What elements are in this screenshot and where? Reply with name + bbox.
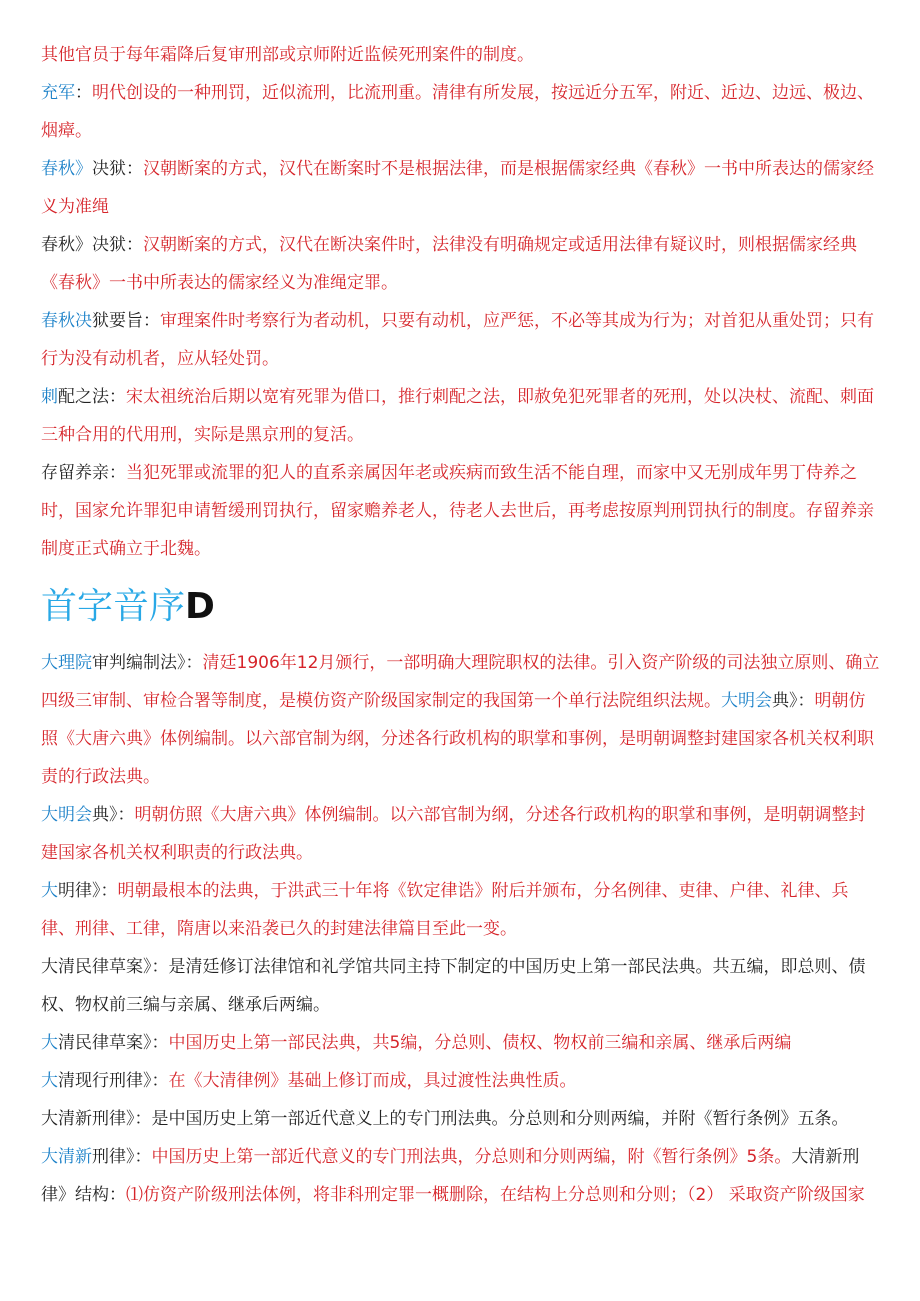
entry-text-segment: 审理案件时考察行为者动机，只要有动机，应严惩，不必等其成为行为；对首犯从重处罚；只有行为没有动机者，应从轻处罚。: [41, 311, 874, 369]
entry-text-segment: 审判编制法》：: [92, 653, 203, 673]
entry-text-segment: 明朝仿照《大唐六典》体例编制。以六部官制为纲，分述各行政机构的职掌和事例，是明朝调整封建国家各机关权利职责的行政法典。: [41, 691, 874, 787]
term-entry: [41, 1062, 881, 1100]
entry-text-segment: 大明会: [721, 691, 772, 711]
entry-text-segment: 春秋》决狱：: [41, 235, 143, 255]
document-page: [41, 36, 881, 1214]
term-entry: [41, 948, 881, 1024]
entry-text-segment: 大明会: [41, 805, 92, 825]
entry-text-segment: 配之法：: [58, 387, 126, 407]
entry-text-segment: 狱要旨：: [92, 311, 160, 331]
term-entry: [41, 1138, 881, 1214]
entry-text-segment: 其他官员于每年霜降后复审刑部或京师附近监候死刑案件的制度。: [41, 45, 534, 65]
entry-text-segment: 在《大清律例》基础上修订而成，具过渡性法典性质。: [168, 1071, 577, 1091]
entry-text-segment: 春秋》: [41, 159, 92, 179]
entry-text-segment: 大清民律草案》：是清廷修订法律馆和礼学馆共同主持下制定的中国历史上第一部民法典。共五编，即总则、债权、物权前三编与亲属、继承后两编。: [41, 957, 866, 1015]
term-entry: [41, 150, 881, 226]
entry-text-segment: 当犯死罪或流罪的犯人的直系亲属因年老或疾病而致生活不能自理，而家中又无别成年男丁侍养之时，国家允许罪犯申请暂缓刑罚执行，留家赡养老人，待老人去世后，再考虑按原判刑罚执行的制度。存留养亲制度正式确立于北魏。: [41, 463, 874, 559]
entry-text-segment: 春秋决: [41, 311, 92, 331]
entry-text-segment: 汉朝断案的方式，汉代在断决案件时，法律没有明确规定或适用法律有疑议时，则根据儒家经典《春秋》一书中所表达的儒家经义为准绳定罪。: [41, 235, 857, 293]
entry-text-segment: ⑴仿资产阶级刑法体例，将非科刑定罪一概删除，在结构上分总则和分则；（2） 采取资产阶级国家: [126, 1185, 865, 1205]
entry-text-segment: 刺: [41, 387, 58, 407]
entry-text-segment: 明代创设的一种刑罚，近似流刑，比流刑重。清律有所发展，按远近分五军，附近、近边、边远、极边、烟瘴。: [41, 83, 874, 141]
term-entry: [41, 74, 881, 150]
section-heading-text: 首字音序: [41, 586, 186, 627]
term-entry: [41, 1100, 881, 1138]
term-entry: [41, 36, 881, 74]
term-entry: [41, 454, 881, 568]
entry-text-segment: 大理院: [41, 653, 92, 673]
section-heading-letter: D: [185, 586, 215, 627]
entries-bottom: [41, 644, 881, 1214]
entry-text-segment: 中国历史上第一部民法典，共5编，分总则、债权、物权前三编和亲属、继承后两编: [168, 1033, 792, 1053]
entry-text-segment: 明律》：: [58, 881, 118, 901]
section-heading: [41, 578, 881, 636]
entry-text-segment: 大: [41, 881, 58, 901]
entry-text-segment: 明朝仿照《大唐六典》体例编制。以六部官制为纲，分述各行政机构的职掌和事例，是明朝调整封建国家各机关权利职责的行政法典。: [41, 805, 866, 863]
entry-text-segment: 清民律草案》：: [58, 1033, 169, 1053]
entry-text-segment: 刑律》：: [92, 1147, 152, 1167]
term-entry: [41, 302, 881, 378]
entry-text-segment: 明朝最根本的法典，于洪武三十年将《钦定律诰》附后并颁布，分名例律、吏律、户律、礼律、兵律、刑律、工律，隋唐以来沿袭已久的封建法律篇目至此一变。: [41, 881, 849, 939]
term-entry: [41, 378, 881, 454]
entry-text-segment: 存留养亲：: [41, 463, 126, 483]
entry-text-segment: 典》：: [92, 805, 135, 825]
entry-text-segment: 决狱：: [92, 159, 143, 179]
entry-text-segment: 大清新刑律》结构：: [41, 1147, 860, 1205]
term-entry: [41, 226, 881, 302]
term-entry: [41, 1024, 881, 1062]
entry-text-segment: 典》：: [772, 691, 815, 711]
entry-text-segment: 充军: [41, 83, 75, 103]
entry-text-segment: 大: [41, 1071, 58, 1091]
entry-text-segment: 清现行刑律》：: [58, 1071, 169, 1091]
entry-text-segment: ：: [75, 83, 92, 103]
entry-text-segment: 大清新: [41, 1147, 92, 1167]
entry-text-segment: 大: [41, 1033, 58, 1053]
entry-text-segment: 清廷1906年12月颁行，一部明确大理院职权的法律。引入资产阶级的司法独立原则、确立四级三审制、审检合署等制度，是模仿资产阶级国家制定的我国第一个单行法院组织法规。: [41, 653, 880, 711]
entry-text-segment: 大清新刑律》：是中国历史上第一部近代意义上的专门刑法典。分总则和分则两编，并附《暂行条例》五条。: [41, 1109, 849, 1129]
term-entry: [41, 796, 881, 872]
entry-text-segment: 中国历史上第一部近代意义的专门刑法典，分总则和分则两编，附《暂行条例》5条。: [151, 1147, 792, 1167]
entries-top: [41, 36, 881, 568]
term-entry: [41, 872, 881, 948]
entry-text-segment: 宋太祖统治后期以宽宥死罪为借口，推行刺配之法，即赦免犯死罪者的死刑，处以决杖、流配、刺面三种合用的代用刑，实际是黑京刑的复活。: [41, 387, 874, 445]
term-entry: [41, 644, 881, 796]
entry-text-segment: 汉朝断案的方式，汉代在断案时不是根据法律，而是根据儒家经典《春秋》一书中所表达的儒家经义为准绳: [41, 159, 874, 217]
